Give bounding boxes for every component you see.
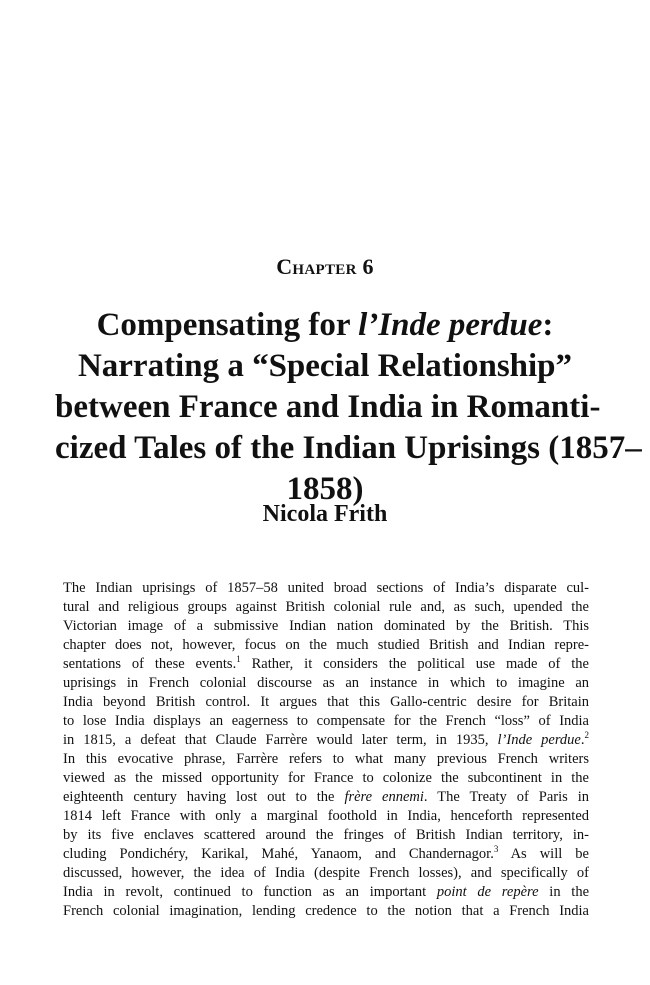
body-paragraph <box>63 579 589 921</box>
title-italic-text: l’Inde perdue <box>358 307 543 343</box>
text-segment: Victorian image of a submissive Indian nation dominated by the British. This <box>63 618 589 634</box>
text-segment: tural and religious groups against British colonial rule and, as such, upended the <box>63 599 589 615</box>
text-line <box>63 864 589 883</box>
text-line <box>63 826 589 845</box>
text-line <box>63 769 589 788</box>
text-segment: . <box>580 732 585 748</box>
text-segment: The Indian uprisings of 1857–58 united broad sections of India’s disparate cul- <box>63 580 589 596</box>
text-segment: by its five enclaves scattered around the fringes of British Indian territory, in- <box>63 827 589 843</box>
chapter-label: Chapter 6 <box>276 254 374 279</box>
text-line <box>63 617 589 636</box>
text-segment: in 1815, a defeat that Claude Farrère would later term, in 1935, <box>63 732 498 748</box>
title-line: cized Tales of the Indian Uprisings (1857– <box>55 430 642 466</box>
italic-text: point de repère <box>436 884 539 900</box>
text-segment: to lose India displays an eagerness to compensate for the French “loss” of India <box>63 713 589 729</box>
text-line <box>63 598 589 617</box>
text-line <box>63 674 589 693</box>
text-segment: Rather, it considers the political use made of the <box>240 656 589 672</box>
text-segment: chapter does not, however, focus on the much studied British and Indian repre- <box>63 637 589 653</box>
title-line <box>55 305 595 346</box>
text-segment: 1814 left France with only a marginal foothold in India, henceforth represented <box>63 808 589 824</box>
footnote-marker: 3 <box>493 844 499 855</box>
text-line <box>63 693 589 712</box>
text-segment: French colonial imagination, lending credence to the notion that a French India <box>63 903 589 919</box>
text-segment: India beyond British control. It argues that this Gallo-centric desire for Britain <box>63 694 589 710</box>
text-segment: As will be <box>498 846 589 862</box>
text-segment: uprisings in French colonial discourse as an instance in which to imagine an <box>63 675 589 691</box>
title-text: : <box>542 307 554 343</box>
text-segment: India in revolt, continued to function as an important <box>63 884 437 900</box>
text-line <box>63 750 589 769</box>
italic-text: l’Inde perdue <box>497 732 581 748</box>
text-line <box>63 807 589 826</box>
text-line <box>63 655 589 674</box>
text-segment: sentations of these events. <box>63 656 237 672</box>
chapter-title <box>55 305 642 510</box>
footnote-marker: 2 <box>584 730 589 741</box>
text-line <box>63 902 589 921</box>
text-line <box>63 636 589 655</box>
text-segment: in the <box>538 884 589 900</box>
text-segment: eighteenth century having lost out to the <box>63 789 345 805</box>
text-segment: viewed as the missed opportunity for France to colonize the subcontinent in the <box>63 770 589 786</box>
title-line: 1858) <box>286 471 364 507</box>
author-name: Nicola Frith <box>262 501 388 527</box>
text-segment: discussed, however, the idea of India (despite French losses), and specifically of <box>63 865 589 881</box>
text-line <box>63 712 589 731</box>
text-line <box>63 731 589 750</box>
italic-text: frère ennemi <box>344 789 424 805</box>
title-line: between France and India in Romanti- <box>55 389 601 425</box>
footnote-marker: 1 <box>236 654 241 665</box>
text-segment: cluding Pondichéry, Karikal, Mahé, Yanaom, and Chandernagor. <box>63 846 494 862</box>
text-segment: . The Treaty of Paris in <box>423 789 589 805</box>
text-line <box>63 845 589 864</box>
text-line <box>63 788 589 807</box>
text-line <box>63 883 589 902</box>
title-text: Compensating for <box>96 307 359 343</box>
title-line: Narrating a “Special Relationship” <box>77 348 573 384</box>
text-segment: In this evocative phrase, Farrère refers to what many previous French writers <box>63 751 589 767</box>
text-line <box>63 579 589 598</box>
